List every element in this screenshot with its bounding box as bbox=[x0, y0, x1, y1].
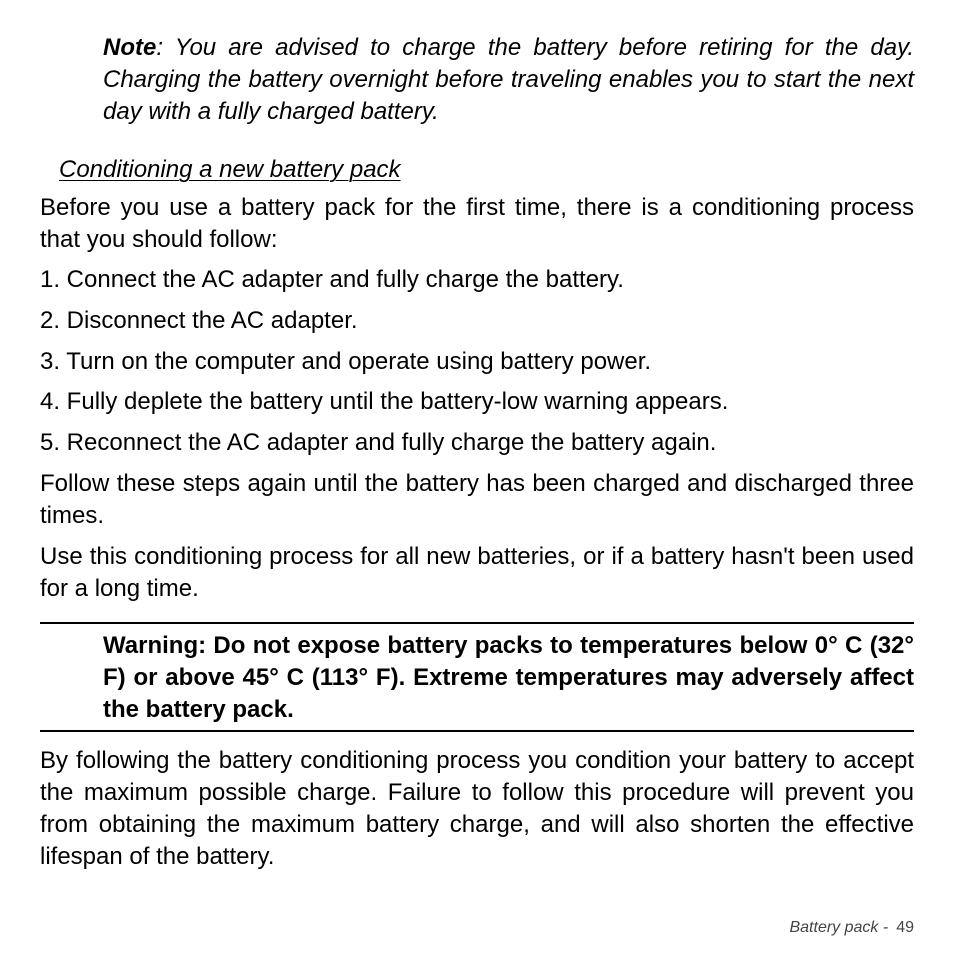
step-item-1: 1. Connect the AC adapter and fully charge the battery. bbox=[40, 266, 624, 293]
closing-paragraph: By following the battery conditioning process you condition your battery to accept the maximum possible charge. Failure to follow this procedure will prevent you from obtaining the maximum battery charge, and will also shorten the effective lifespan of the battery. bbox=[40, 747, 914, 870]
footer-page-number: 49 bbox=[896, 919, 914, 936]
footer-separator: - bbox=[882, 919, 889, 936]
warning-text: Warning: Do not expose battery packs to temperatures below 0° C (32° F) or above 45° C (113° F). Extreme temperatures may adversely affect the battery pack. bbox=[103, 632, 914, 723]
use-paragraph: Use this conditioning process for all new batteries, or if a battery hasn't been used for a long time. bbox=[40, 543, 914, 602]
step-item-5: 5. Reconnect the AC adapter and fully charge the battery again. bbox=[40, 429, 717, 456]
step-item-3: 3. Turn on the computer and operate using battery power. bbox=[40, 348, 652, 375]
warning-top-rule bbox=[40, 622, 914, 624]
page-footer bbox=[789, 918, 914, 938]
follow-paragraph: Follow these steps again until the battery has been charged and discharged three times. bbox=[40, 470, 914, 529]
note-label: Note bbox=[103, 34, 157, 61]
footer-section-title: Battery pack bbox=[789, 919, 879, 936]
section-heading: Conditioning a new battery pack bbox=[59, 156, 401, 183]
warning-bottom-rule bbox=[40, 730, 914, 732]
note-text: : You are advised to charge the battery before retiring for the day. Charging the battery overnight before traveling enables you to start the next day with a fully charged battery. bbox=[103, 34, 914, 125]
note-paragraph bbox=[103, 32, 914, 128]
step-item-4: 4. Fully deplete the battery until the battery-low warning appears. bbox=[40, 388, 729, 415]
intro-paragraph: Before you use a battery pack for the first time, there is a conditioning process that you should follow: bbox=[40, 194, 914, 253]
step-item-2: 2. Disconnect the AC adapter. bbox=[40, 307, 358, 334]
